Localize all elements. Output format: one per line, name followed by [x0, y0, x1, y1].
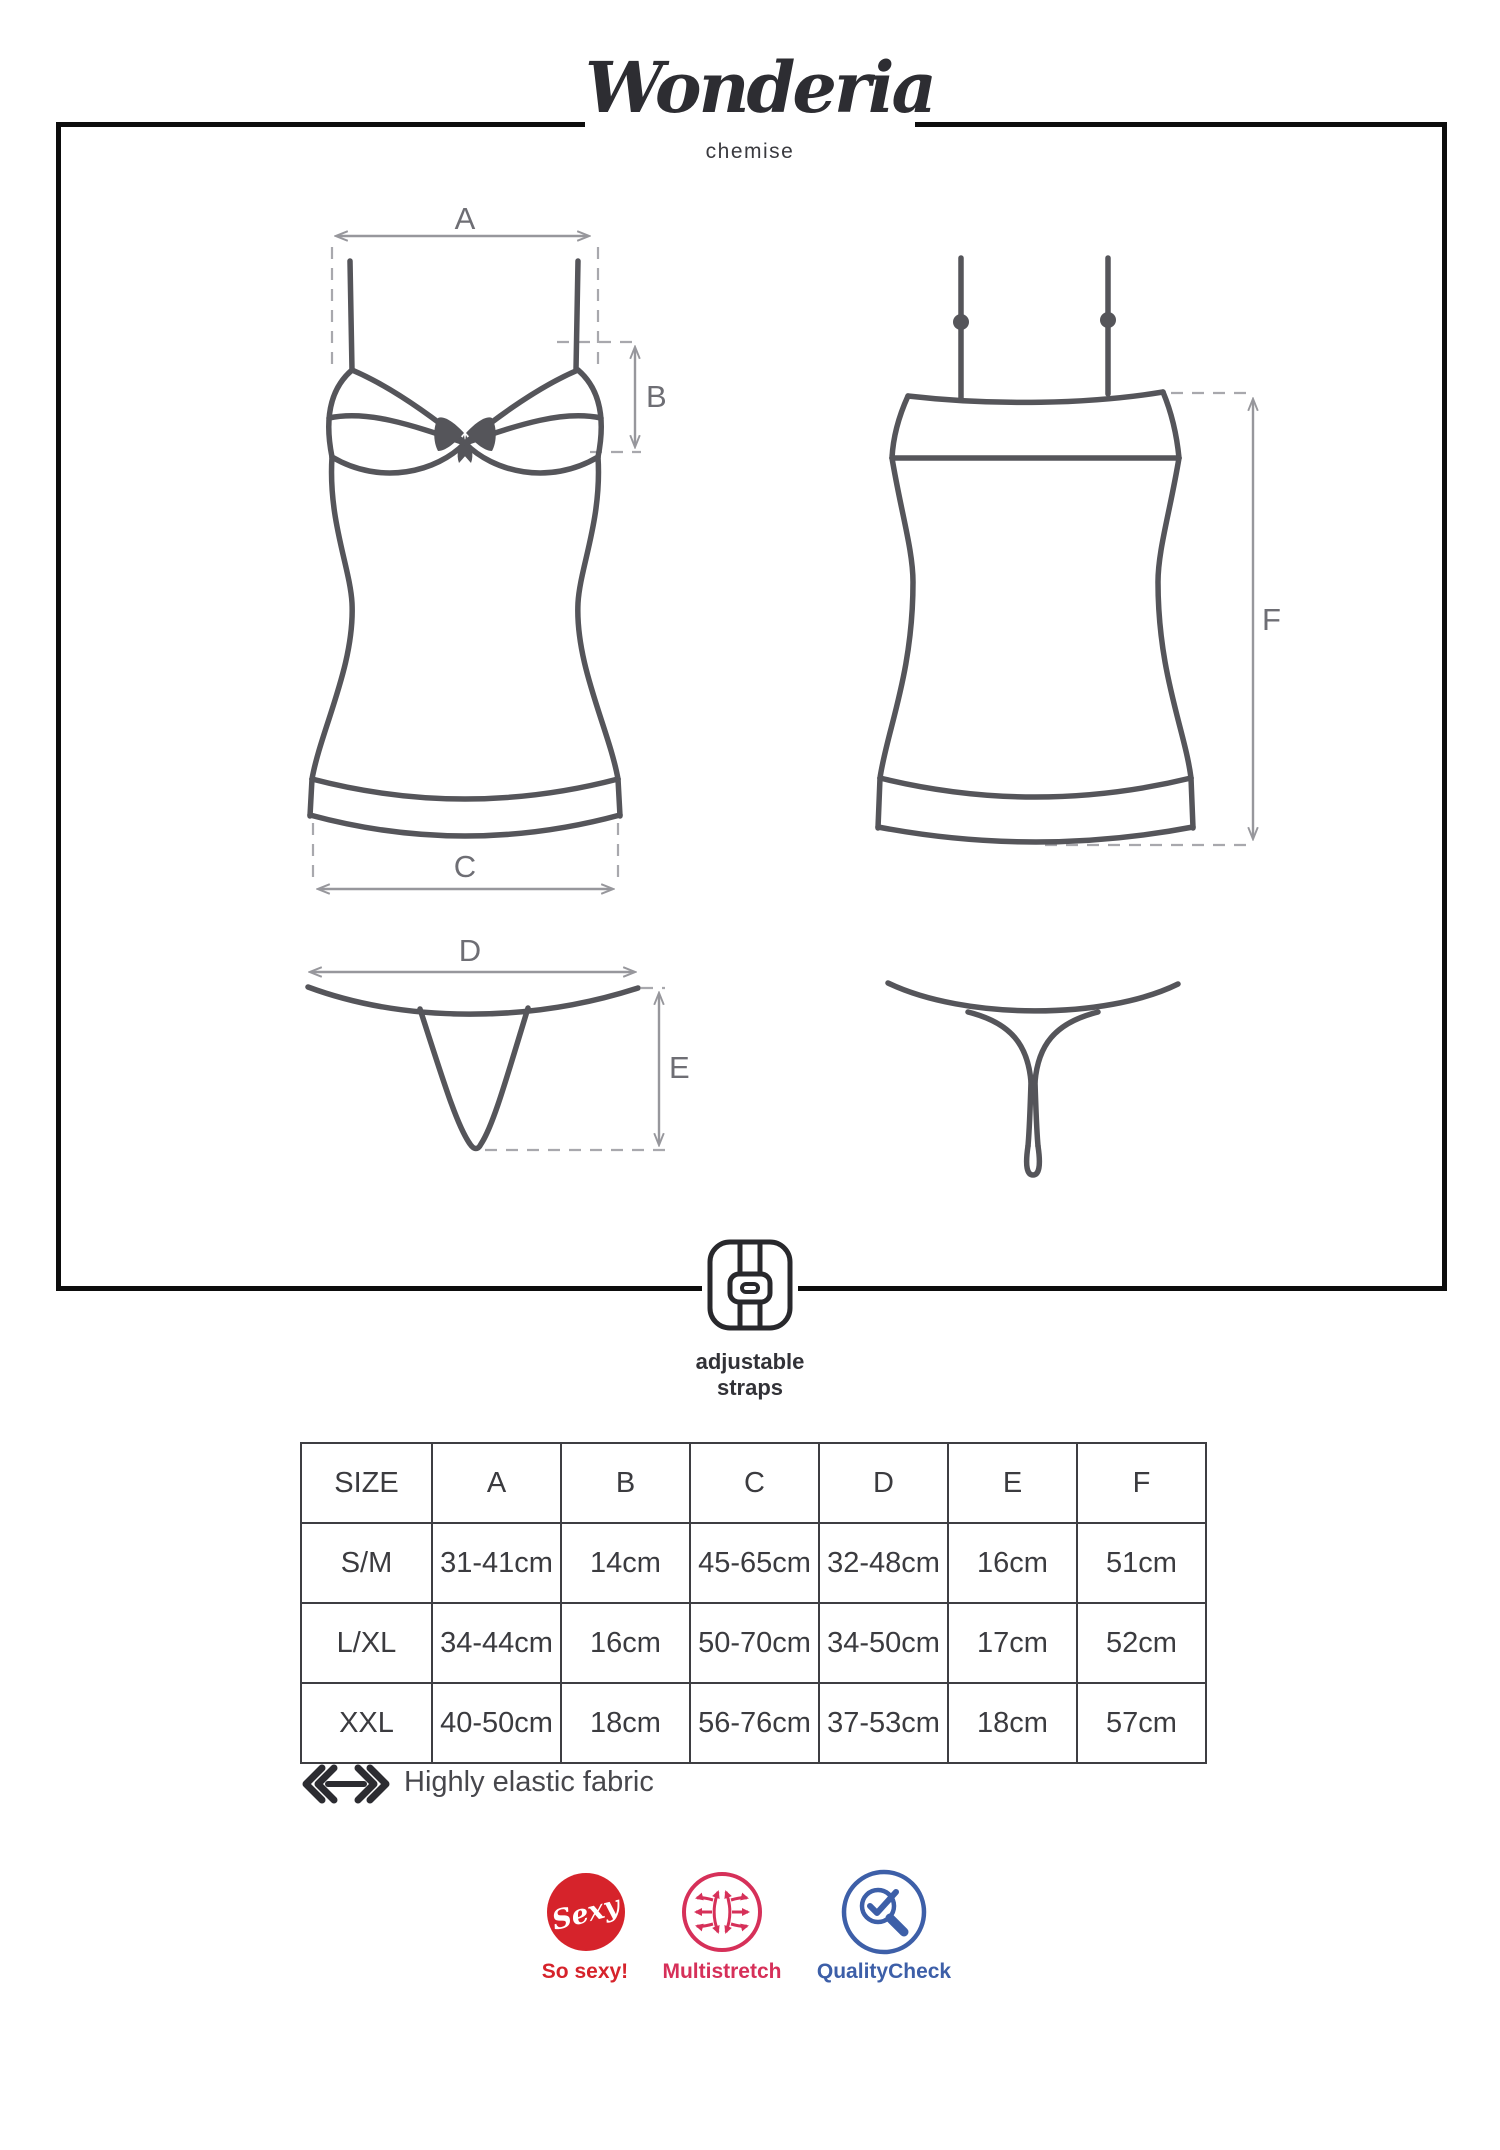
adjustable-straps-label-line1: adjustable	[695, 1349, 805, 1374]
size-table-cell: 51cm	[1077, 1523, 1206, 1603]
adjustable-straps-label	[660, 1349, 840, 1401]
size-table-header-D: D	[819, 1443, 948, 1523]
size-table-row	[301, 1603, 1206, 1683]
size-table-cell: 45-65cm	[690, 1523, 819, 1603]
size-table-row	[301, 1683, 1206, 1763]
size-table-row-label: L/XL	[301, 1603, 432, 1683]
dim-f-label: F	[1262, 602, 1281, 637]
dim-b-label: B	[646, 379, 667, 414]
dim-d-label: D	[458, 933, 482, 968]
chemise-back-drawing	[855, 250, 1295, 870]
size-table-cell: 14cm	[561, 1523, 690, 1603]
thong-back-outline	[888, 983, 1178, 1175]
size-table-cell: 34-50cm	[819, 1603, 948, 1683]
size-table-header-row	[301, 1443, 1206, 1523]
sexy-badge-text: Sexy	[548, 1890, 623, 1937]
size-table-cell: 52cm	[1077, 1603, 1206, 1683]
adjustable-straps-feature	[660, 1234, 840, 1401]
dim-c-label: C	[453, 849, 477, 884]
brand-name: Wonderia	[585, 46, 934, 129]
size-table-cell: 32-48cm	[819, 1523, 948, 1603]
thong-front-outline	[308, 987, 638, 1149]
size-table-cell: 31-41cm	[432, 1523, 561, 1603]
size-table-cell: 56-76cm	[690, 1683, 819, 1763]
size-table-cell: 50-70cm	[690, 1603, 819, 1683]
size-table-cell: 40-50cm	[432, 1683, 561, 1763]
size-table	[300, 1442, 1207, 1764]
size-table-cell: 17cm	[948, 1603, 1077, 1683]
thong-back-drawing	[870, 930, 1210, 1180]
dim-e-label: E	[669, 1050, 690, 1085]
qualitycheck-label: QualityCheck	[816, 1960, 952, 1983]
elastic-arrow-icon	[298, 1762, 394, 1806]
size-table-row-label: S/M	[301, 1523, 432, 1603]
chemise-back-outline	[878, 258, 1193, 842]
size-table-header-size: SIZE	[301, 1443, 432, 1523]
size-table-cell: 16cm	[561, 1603, 690, 1683]
size-table-cell: 57cm	[1077, 1683, 1206, 1763]
size-table-header-F: F	[1077, 1443, 1206, 1523]
size-table-row-label: XXL	[301, 1683, 432, 1763]
adjustable-straps-icon	[702, 1234, 798, 1338]
size-table-header-A: A	[432, 1443, 561, 1523]
size-table-cell: 18cm	[561, 1683, 690, 1763]
size-table-header-B: B	[561, 1443, 690, 1523]
qualitycheck-icon	[840, 1868, 928, 1956]
adjustable-straps-label-line2: straps	[716, 1375, 784, 1400]
chemise-front-outline	[310, 261, 620, 836]
elastic-label: Highly elastic fabric	[404, 1766, 654, 1798]
brand-subtitle: chemise	[705, 140, 795, 163]
dim-a-label: A	[454, 201, 476, 236]
thong-front-drawing	[285, 930, 695, 1180]
size-table-row	[301, 1523, 1206, 1603]
multistretch-icon	[680, 1870, 764, 1954]
size-table-cell: 37-53cm	[819, 1683, 948, 1763]
strap-slider-icons	[953, 312, 1116, 330]
multistretch-label: Multistretch	[662, 1960, 782, 1983]
sexy-badge-icon	[546, 1872, 626, 1952]
chemise-front-drawing	[285, 195, 705, 905]
brand-logo	[585, 36, 934, 164]
size-table-cell: 18cm	[948, 1683, 1077, 1763]
size-table-header-E: E	[948, 1443, 1077, 1523]
sexy-badge-label: So sexy!	[541, 1960, 629, 1983]
size-table-header-C: C	[690, 1443, 819, 1523]
size-table-cell: 16cm	[948, 1523, 1077, 1603]
size-table-cell: 34-44cm	[432, 1603, 561, 1683]
